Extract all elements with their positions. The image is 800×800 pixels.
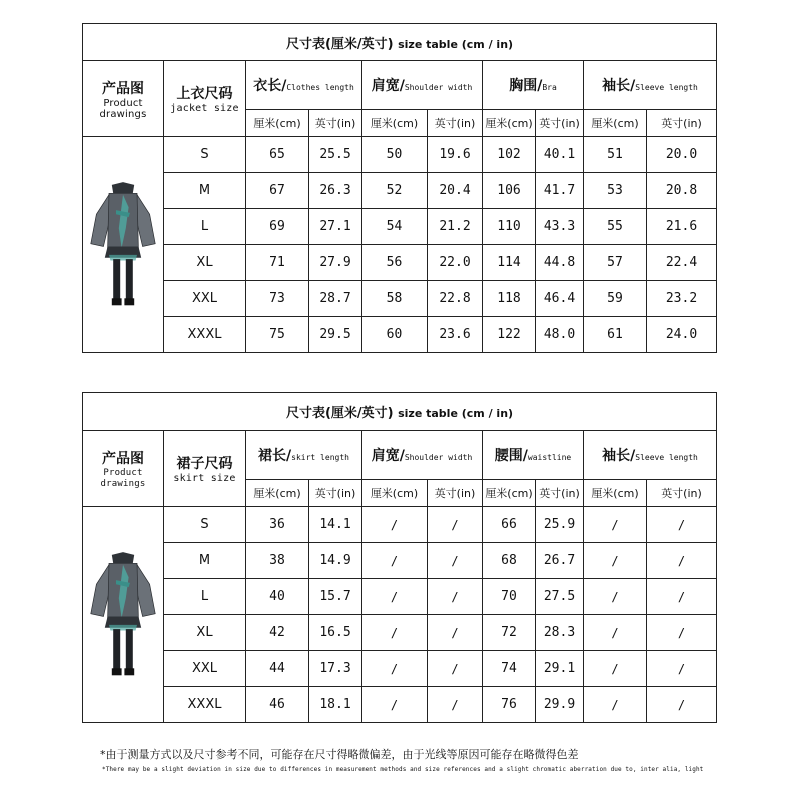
value-cell: 69 xyxy=(246,209,309,245)
unit-in: 英寸(in) xyxy=(536,110,584,137)
value-cell: 18.1 xyxy=(309,687,362,723)
value-cell: 48.0 xyxy=(536,317,584,353)
table-title: 尺寸表(厘米/英寸) size table (cm / in) xyxy=(83,393,717,431)
value-cell: 61 xyxy=(584,317,647,353)
value-cell: 60 xyxy=(362,317,428,353)
value-cell: 41.7 xyxy=(536,173,584,209)
costume-drawing xyxy=(88,158,158,328)
value-cell: 57 xyxy=(584,245,647,281)
value-cell: 22.8 xyxy=(428,281,483,317)
value-cell: 75 xyxy=(246,317,309,353)
value-cell: 43.3 xyxy=(536,209,584,245)
value-cell: 42 xyxy=(246,615,309,651)
value-cell: / xyxy=(362,687,428,723)
value-cell: / xyxy=(584,615,647,651)
shoulder-width-header: 肩宽/Shoulder width xyxy=(362,61,483,110)
value-cell: / xyxy=(584,543,647,579)
value-cell: / xyxy=(647,507,717,543)
table-row xyxy=(83,543,717,579)
size-cell: L xyxy=(164,579,246,615)
value-cell: 23.2 xyxy=(647,281,717,317)
value-cell: 110 xyxy=(483,209,536,245)
value-cell: 38 xyxy=(246,543,309,579)
sleeve-length-header: 袖长/Sleeve length xyxy=(584,61,717,110)
size-cell: M xyxy=(164,173,246,209)
value-cell: / xyxy=(428,615,483,651)
value-cell: / xyxy=(584,579,647,615)
value-cell: 66 xyxy=(483,507,536,543)
value-cell: / xyxy=(584,507,647,543)
table-row xyxy=(83,137,717,173)
value-cell: / xyxy=(647,543,717,579)
size-cell: M xyxy=(164,543,246,579)
value-cell: / xyxy=(428,687,483,723)
value-cell: 22.4 xyxy=(647,245,717,281)
value-cell: 67 xyxy=(246,173,309,209)
skirt-size-table xyxy=(82,392,717,723)
unit-cm: 厘米(cm) xyxy=(584,480,647,507)
waistline-header: 腰围/waistline xyxy=(483,431,584,480)
value-cell: 26.3 xyxy=(309,173,362,209)
size-cell: XXL xyxy=(164,281,246,317)
table-title: 尺寸表(厘米/英寸) size table (cm / in) xyxy=(83,24,717,61)
value-cell: / xyxy=(647,579,717,615)
disclaimer-cn: *由于测量方式以及尺寸参考不同，可能存在尺寸得略微偏差，由于光线等原因可能存在略微得色差 xyxy=(100,748,579,761)
value-cell: 51 xyxy=(584,137,647,173)
unit-cm: 厘米(cm) xyxy=(483,480,536,507)
table-row xyxy=(83,579,717,615)
value-cell: 114 xyxy=(483,245,536,281)
value-cell: 20.0 xyxy=(647,137,717,173)
size-cell: XL xyxy=(164,245,246,281)
value-cell: 70 xyxy=(483,579,536,615)
value-cell: 28.7 xyxy=(309,281,362,317)
value-cell: 29.5 xyxy=(309,317,362,353)
unit-in: 英寸(in) xyxy=(309,110,362,137)
unit-in: 英寸(in) xyxy=(647,110,717,137)
value-cell: 72 xyxy=(483,615,536,651)
value-cell: / xyxy=(647,651,717,687)
value-cell: 52 xyxy=(362,173,428,209)
value-cell: 36 xyxy=(246,507,309,543)
value-cell: 65 xyxy=(246,137,309,173)
value-cell: 16.5 xyxy=(309,615,362,651)
value-cell: 55 xyxy=(584,209,647,245)
value-cell: 53 xyxy=(584,173,647,209)
size-cell: L xyxy=(164,209,246,245)
size-cell: XXXL xyxy=(164,317,246,353)
table-row xyxy=(83,281,717,317)
skirt-size-header: 裙子尺码 skirt size xyxy=(164,431,246,507)
value-cell: 106 xyxy=(483,173,536,209)
skirt-length-header: 裙长/skirt length xyxy=(246,431,362,480)
value-cell: 27.5 xyxy=(536,579,584,615)
value-cell: 56 xyxy=(362,245,428,281)
value-cell: 15.7 xyxy=(309,579,362,615)
bust-header: 胸围/Bra xyxy=(483,61,584,110)
unit-cm: 厘米(cm) xyxy=(362,480,428,507)
unit-in: 英寸(in) xyxy=(647,480,717,507)
value-cell: 22.0 xyxy=(428,245,483,281)
value-cell: 29.9 xyxy=(536,687,584,723)
value-cell: 71 xyxy=(246,245,309,281)
size-cell: XXL xyxy=(164,651,246,687)
jacket-size-table xyxy=(82,23,717,353)
value-cell: 50 xyxy=(362,137,428,173)
value-cell: 74 xyxy=(483,651,536,687)
clothes-length-header: 衣长/Clothes length xyxy=(246,61,362,110)
value-cell: 19.6 xyxy=(428,137,483,173)
value-cell: 17.3 xyxy=(309,651,362,687)
value-cell: / xyxy=(362,507,428,543)
value-cell: / xyxy=(584,687,647,723)
table-row xyxy=(83,209,717,245)
value-cell: 28.3 xyxy=(536,615,584,651)
value-cell: 21.6 xyxy=(647,209,717,245)
unit-cm: 厘米(cm) xyxy=(483,110,536,137)
size-cell: XL xyxy=(164,615,246,651)
table-row xyxy=(83,687,717,723)
value-cell: / xyxy=(362,579,428,615)
value-cell: / xyxy=(362,615,428,651)
value-cell: 20.4 xyxy=(428,173,483,209)
value-cell: 76 xyxy=(483,687,536,723)
jacket-size-header: 上衣尺码 jacket size xyxy=(164,61,246,137)
value-cell: / xyxy=(428,579,483,615)
size-cell: XXXL xyxy=(164,687,246,723)
unit-cm: 厘米(cm) xyxy=(246,110,309,137)
product-image xyxy=(83,507,164,723)
value-cell: 23.6 xyxy=(428,317,483,353)
value-cell: 122 xyxy=(483,317,536,353)
value-cell: / xyxy=(428,507,483,543)
value-cell: 25.5 xyxy=(309,137,362,173)
value-cell: / xyxy=(362,543,428,579)
unit-cm: 厘米(cm) xyxy=(246,480,309,507)
value-cell: 44 xyxy=(246,651,309,687)
value-cell: 27.9 xyxy=(309,245,362,281)
product-drawings-header: 产品图 Product drawings xyxy=(83,61,164,137)
size-cell: S xyxy=(164,507,246,543)
value-cell: 54 xyxy=(362,209,428,245)
table-row xyxy=(83,615,717,651)
value-cell: 24.0 xyxy=(647,317,717,353)
value-cell: 25.9 xyxy=(536,507,584,543)
value-cell: 59 xyxy=(584,281,647,317)
table-row xyxy=(83,317,717,353)
value-cell: 14.1 xyxy=(309,507,362,543)
value-cell: 21.2 xyxy=(428,209,483,245)
unit-in: 英寸(in) xyxy=(428,480,483,507)
size-cell: S xyxy=(164,137,246,173)
disclaimer-en: *There may be a slight deviation in size due to differences in measurement methods and size references and a slight chromatic aberration due to, inter alia, light xyxy=(102,766,704,773)
value-cell: 58 xyxy=(362,281,428,317)
value-cell: 40 xyxy=(246,579,309,615)
value-cell: / xyxy=(647,687,717,723)
shoulder-width-header: 肩宽/Shoulder width xyxy=(362,431,483,480)
value-cell: 40.1 xyxy=(536,137,584,173)
table-row xyxy=(83,507,717,543)
unit-cm: 厘米(cm) xyxy=(362,110,428,137)
value-cell: / xyxy=(428,543,483,579)
table-row xyxy=(83,651,717,687)
value-cell: 44.8 xyxy=(536,245,584,281)
value-cell: / xyxy=(584,651,647,687)
value-cell: 118 xyxy=(483,281,536,317)
unit-cm: 厘米(cm) xyxy=(584,110,647,137)
costume-drawing xyxy=(88,528,158,698)
unit-in: 英寸(in) xyxy=(309,480,362,507)
value-cell: / xyxy=(428,651,483,687)
value-cell: 14.9 xyxy=(309,543,362,579)
value-cell: 29.1 xyxy=(536,651,584,687)
product-drawings-header: 产品图 Product drawings xyxy=(83,431,164,507)
value-cell: / xyxy=(362,651,428,687)
unit-in: 英寸(in) xyxy=(428,110,483,137)
value-cell: 20.8 xyxy=(647,173,717,209)
value-cell: 26.7 xyxy=(536,543,584,579)
value-cell: 27.1 xyxy=(309,209,362,245)
value-cell: 102 xyxy=(483,137,536,173)
value-cell: 46.4 xyxy=(536,281,584,317)
value-cell: 68 xyxy=(483,543,536,579)
value-cell: 46 xyxy=(246,687,309,723)
product-image xyxy=(83,137,164,353)
unit-in: 英寸(in) xyxy=(536,480,584,507)
value-cell: 73 xyxy=(246,281,309,317)
value-cell: / xyxy=(647,615,717,651)
table-row xyxy=(83,245,717,281)
sleeve-length-header: 袖长/Sleeve length xyxy=(584,431,717,480)
table-row xyxy=(83,173,717,209)
